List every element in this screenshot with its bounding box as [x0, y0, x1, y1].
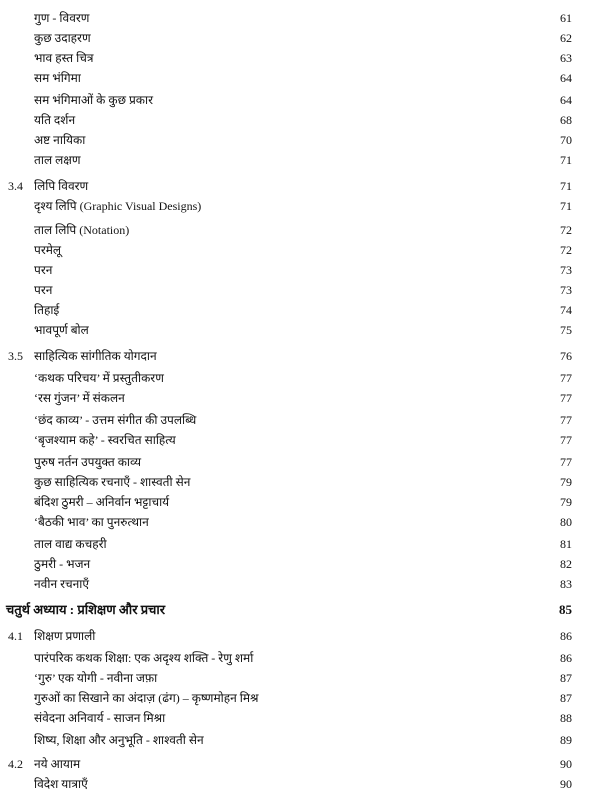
toc-entry — [0, 240, 600, 260]
toc-entry — [0, 534, 600, 554]
toc-entry — [0, 708, 600, 728]
toc-page-number: 71 — [560, 199, 572, 213]
toc-entry — [0, 150, 600, 170]
toc-entry — [0, 260, 600, 280]
toc-page-number: 72 — [560, 223, 572, 237]
toc-entry-title: शिक्षण प्रणाली — [34, 629, 96, 643]
toc-section — [0, 176, 600, 196]
toc-entry-title: ‘कथक परिचय’ में प्रस्तुतीकरण — [34, 371, 164, 385]
toc-page-number: 77 — [560, 371, 572, 385]
toc-section — [0, 346, 600, 366]
toc-entry-title: यति दर्शन — [34, 113, 76, 127]
toc-entry — [0, 512, 600, 532]
toc-page-number: 89 — [560, 733, 572, 747]
toc-entry-title: परन — [34, 283, 53, 297]
toc-entry — [0, 472, 600, 492]
toc-page-number: 87 — [560, 671, 572, 685]
toc-page-number: 61 — [560, 11, 572, 25]
toc-section-number: 4.2 — [8, 757, 23, 771]
toc-page-number: 68 — [560, 113, 572, 127]
toc-entry — [0, 220, 600, 240]
toc-page-number: 77 — [560, 433, 572, 447]
toc-entry — [0, 554, 600, 574]
toc-entry-title: परमेलू — [34, 243, 62, 257]
toc-entry-title: अष्ट नायिका — [34, 133, 86, 147]
toc-page-number: 73 — [560, 283, 572, 297]
toc-entry-title: परन — [34, 263, 53, 277]
toc-entry — [0, 668, 600, 688]
toc-entry — [0, 492, 600, 512]
toc-section-number: 3.4 — [8, 179, 23, 193]
toc-page-number: 64 — [560, 71, 572, 85]
toc-page-number: 77 — [560, 391, 572, 405]
toc-page-number: 77 — [560, 413, 572, 427]
toc-entry — [0, 110, 600, 130]
toc-entry-title: ‘रस गुंजन’ में संकलन — [34, 391, 125, 405]
toc-entry-title: ताल लक्षण — [34, 153, 81, 167]
toc-page-number: 88 — [560, 711, 572, 725]
toc-entry-title: कुछ साहित्यिक रचनाएँ - शास्वती सेन — [34, 475, 191, 489]
toc-entry-title: संवेदना अनिवार्य - साजन मिश्रा — [34, 711, 166, 725]
toc-entry — [0, 320, 600, 340]
toc-entry — [0, 368, 600, 388]
toc-entry-title: गुण - विवरण — [34, 11, 90, 25]
toc-entry-title: कुछ उदाहरण — [34, 31, 91, 45]
toc-entry — [0, 774, 600, 794]
toc-section — [0, 626, 600, 646]
toc-entry — [0, 688, 600, 708]
toc-page-number: 79 — [560, 495, 572, 509]
toc-page-number: 64 — [560, 93, 572, 107]
toc-entry-title: नये आयाम — [34, 757, 81, 771]
toc-entry-title: शिष्य, शिक्षा और अनुभूति - शाश्वती सेन — [34, 733, 204, 747]
toc-entry — [0, 574, 600, 594]
toc-page-number: 87 — [560, 691, 572, 705]
toc-page-number: 73 — [560, 263, 572, 277]
toc-page-number: 86 — [560, 651, 572, 665]
toc-entry-title: लिपि विवरण — [34, 179, 89, 193]
toc-entry-title: दृश्य लिपि (Graphic Visual Designs) — [34, 199, 202, 213]
toc-entry-title: सम भंगिमाओं के कुछ प्रकार — [34, 93, 154, 107]
toc-page-number: 80 — [560, 515, 572, 529]
toc-entry — [0, 68, 600, 88]
toc-entry — [0, 452, 600, 472]
toc-page-number: 71 — [560, 179, 572, 193]
toc-entry — [0, 48, 600, 68]
toc-page-number: 72 — [560, 243, 572, 257]
toc-entry-title: पारंपरिक कथक शिक्षा: एक अदृश्य शक्ति - रेणु शर्मा — [34, 651, 254, 665]
toc-entry-title: ठुमरी - भजन — [34, 557, 91, 571]
toc-page-number: 90 — [560, 777, 572, 791]
toc-entry-title: ताल लिपि (Notation) — [34, 223, 130, 237]
toc-page-number: 75 — [560, 323, 572, 337]
toc-entry-title: विदेश यात्राएँ — [34, 777, 88, 791]
toc-entry-title: तिहाई — [34, 303, 60, 317]
toc-entry — [0, 8, 600, 28]
toc-page-number: 85 — [559, 602, 572, 617]
toc-page-number: 76 — [560, 349, 572, 363]
toc-page-number: 90 — [560, 757, 572, 771]
toc-chapter-heading — [0, 600, 600, 620]
toc-entry — [0, 388, 600, 408]
toc-section-number: 4.1 — [8, 629, 23, 643]
toc-entry — [0, 300, 600, 320]
toc-entry-title: ताल वाद्य कचहरी — [34, 537, 107, 551]
toc-entry-title: ‘बैठकी भाव’ का पुनरुत्थान — [34, 515, 149, 529]
toc-section — [0, 754, 600, 774]
toc-entry-title: नवीन रचनाएँ — [34, 577, 90, 591]
toc-page-number: 82 — [560, 557, 572, 571]
toc-page-number: 70 — [560, 133, 572, 147]
toc-page-number: 74 — [560, 303, 572, 317]
toc-entry — [0, 280, 600, 300]
toc-entry — [0, 28, 600, 48]
toc-page-number: 83 — [560, 577, 572, 591]
toc-entry — [0, 196, 600, 216]
toc-page-number: 63 — [560, 51, 572, 65]
toc-page-number: 81 — [560, 537, 572, 551]
toc-entry — [0, 410, 600, 430]
toc-entry-title: साहित्यिक सांगीतिक योगदान — [34, 349, 157, 363]
toc-entry — [0, 130, 600, 150]
toc-entry-title: सम भंगिमा — [34, 71, 81, 85]
toc-page-number: 71 — [560, 153, 572, 167]
toc-entry-title: चतुर्थ अध्याय : प्रशिक्षण और प्रचार — [6, 602, 166, 617]
toc-page-number: 86 — [560, 629, 572, 643]
toc-entry — [0, 90, 600, 110]
toc-entry-title: ‘छंद काव्य’ - उत्तम संगीत की उपलब्धि — [34, 413, 197, 427]
toc-entry-title: भाव हस्त चित्र — [34, 51, 94, 65]
toc-entry — [0, 730, 600, 750]
toc-page-number: 77 — [560, 455, 572, 469]
toc-page-number: 79 — [560, 475, 572, 489]
toc-entry — [0, 648, 600, 668]
toc-entry-title: ‘बृजश्याम कहे’ - स्वरचित साहित्य — [34, 433, 176, 447]
toc-section-number: 3.5 — [8, 349, 23, 363]
toc-entry-title: भावपूर्ण बोल — [34, 323, 89, 337]
toc-entry-title: बंदिश ठुमरी – अनिर्वान भट्टाचार्य — [34, 495, 170, 509]
toc-entry — [0, 430, 600, 450]
toc-page-number: 62 — [560, 31, 572, 45]
toc-entry-title: पुरुष नर्तन उपयुक्त काव्य — [34, 455, 142, 469]
toc-entry-title: गुरुओं का सिखाने का अंदाज़ (ढंग) – कृष्णमोहन मिश्र — [34, 691, 259, 705]
toc-entry-title: ‘गुरु’ एक योगी - नवीना जफ़ा — [34, 671, 158, 685]
